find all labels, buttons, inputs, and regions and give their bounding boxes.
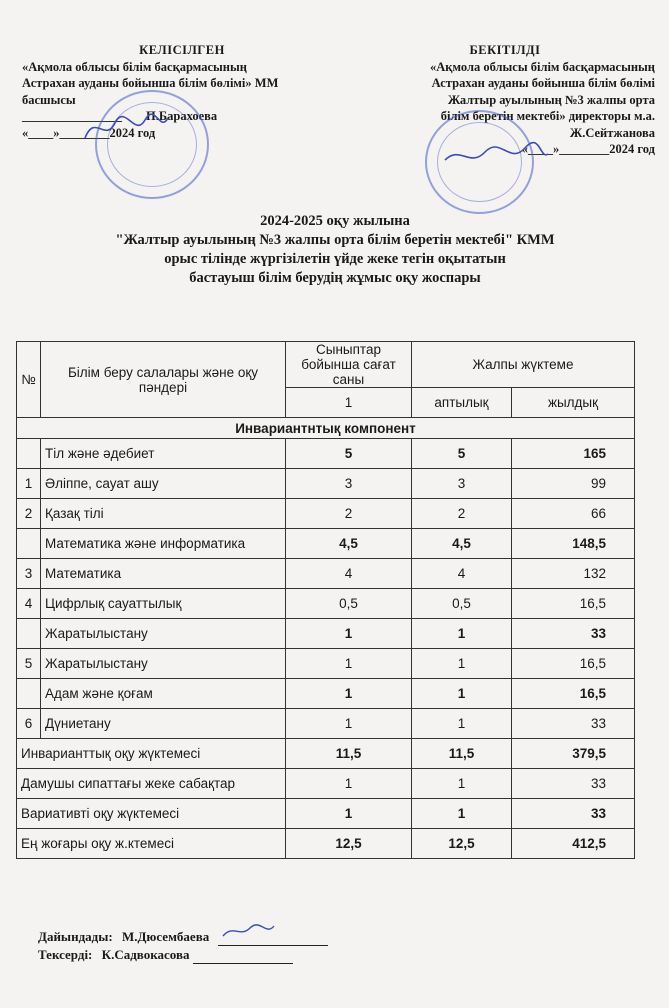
row-yearly: 33: [512, 709, 635, 739]
table-row: [17, 679, 635, 709]
total-weekly: 1: [412, 799, 512, 829]
header-grade: 1: [286, 388, 412, 418]
total-weekly: 11,5: [412, 739, 512, 769]
agreed-date: «____»________2024 год: [22, 125, 156, 140]
checked-name: К.Садвокасова: [101, 947, 190, 962]
row-number: 3: [17, 559, 41, 589]
approved-line-1: «Ақмола облысы білім басқармасының: [430, 59, 655, 74]
approved-line-2: Астрахан ауданы бойынша білім бөлімі: [431, 76, 655, 90]
table-row: [17, 499, 635, 529]
row-number: 2: [17, 499, 41, 529]
heading-line-2: "Жалтыр ауылының №3 жалпы орта білім беретін мектебі" КММ: [115, 232, 555, 248]
prepared-name: М.Дюсембаева: [121, 929, 210, 944]
total-class-hours: 11,5: [286, 739, 412, 769]
document-footer: [38, 922, 328, 964]
total-class-hours: 1: [286, 769, 412, 799]
prepared-by-line: [38, 922, 328, 946]
table-row: [17, 469, 635, 499]
row-subject: Жаратылыстану: [41, 619, 286, 649]
row-number: [17, 439, 41, 469]
total-yearly: 412,5: [512, 829, 635, 859]
total-rows: [17, 739, 635, 859]
checked-by-line: [38, 946, 328, 964]
row-subject: Цифрлық сауаттылық: [41, 589, 286, 619]
table-row: [17, 439, 635, 469]
heading-line-1: 2024-2025 оқу жылына: [260, 213, 410, 229]
row-weekly: 1: [412, 649, 512, 679]
table-row: [17, 559, 635, 589]
table-row: [17, 529, 635, 559]
row-class-hours: 4,5: [286, 529, 412, 559]
row-weekly: 1: [412, 679, 512, 709]
approved-line-3: Жалтыр ауылының №3 жалпы орта: [447, 92, 655, 107]
agreed-signature-line: ________________ П.Барахоева: [22, 109, 218, 123]
total-yearly: 33: [512, 799, 635, 829]
row-weekly: 0,5: [412, 589, 512, 619]
approved-signer-name: Ж.Сейтжанова: [569, 125, 655, 140]
row-number: 1: [17, 469, 41, 499]
row-yearly: 66: [512, 499, 635, 529]
row-class-hours: 1: [286, 679, 412, 709]
row-subject: Қазақ тілі: [41, 499, 286, 529]
agreed-line-1: «Ақмола облысы білім басқармасының: [22, 59, 247, 74]
row-subject: Адам және қоғам: [41, 679, 286, 709]
total-label: Инварианттық оқу жүктемесі: [17, 739, 286, 769]
row-class-hours: 4: [286, 559, 412, 589]
approved-title: БЕКІТІЛДІ: [469, 43, 541, 57]
row-weekly: 1: [412, 619, 512, 649]
row-yearly: 16,5: [512, 679, 635, 709]
checked-signature-line: [193, 947, 293, 964]
row-subject: Тіл және әдебиет: [41, 439, 286, 469]
approved-date: «____»________2024 год: [521, 142, 655, 156]
header-subject: Білім беру салалары және оқу пәндері: [41, 342, 286, 418]
row-number: [17, 619, 41, 649]
prepared-label: Дайындады:: [38, 929, 113, 944]
row-subject: Жаратылыстану: [41, 649, 286, 679]
curriculum-table: [16, 341, 635, 859]
table-row: [17, 619, 635, 649]
agreed-signer-name: П.Барахоева: [146, 109, 218, 123]
row-weekly: 3: [412, 469, 512, 499]
row-yearly: 99: [512, 469, 635, 499]
row-class-hours: 2: [286, 499, 412, 529]
total-class-hours: 1: [286, 799, 412, 829]
total-weekly: 1: [412, 769, 512, 799]
row-number: 6: [17, 709, 41, 739]
section-invariant: Инвариантнтық компонент: [17, 418, 635, 439]
row-subject: Математика және информатика: [41, 529, 286, 559]
signature-right: [440, 140, 550, 170]
row-class-hours: 0,5: [286, 589, 412, 619]
total-class-hours: 12,5: [286, 829, 412, 859]
row-class-hours: 1: [286, 649, 412, 679]
total-label: Ең жоғары оқу ж.ктемесі: [17, 829, 286, 859]
agreed-line-2: Астрахан ауданы бойынша білім бөлімі» ММ: [22, 76, 279, 90]
row-yearly: 165: [512, 439, 635, 469]
total-row: [17, 799, 635, 829]
row-weekly: 4,5: [412, 529, 512, 559]
heading-line-4: бастауыш білім берудің жұмыс оқу жоспары: [189, 270, 481, 286]
approved-line-4: білім беретін мектебі» директоры м.а.: [440, 109, 655, 123]
row-number: 5: [17, 649, 41, 679]
header-no: №: [17, 342, 41, 418]
row-subject: Математика: [41, 559, 286, 589]
document-heading: [40, 212, 630, 288]
total-weekly: 12,5: [412, 829, 512, 859]
header-yearly: жылдық: [512, 388, 635, 418]
table-row: [17, 589, 635, 619]
table-row: [17, 649, 635, 679]
heading-line-3: орыс тілінде жүргізілетін үйде жеке тегін оқытатын: [164, 251, 506, 267]
row-number: 4: [17, 589, 41, 619]
row-class-hours: 1: [286, 709, 412, 739]
total-yearly: 33: [512, 769, 635, 799]
row-weekly: 1: [412, 709, 512, 739]
row-subject: Дүниетану: [41, 709, 286, 739]
prepared-signature-line: [218, 922, 328, 946]
row-weekly: 4: [412, 559, 512, 589]
header-total-load: Жалпы жүктеме: [412, 342, 635, 388]
subject-rows: [17, 439, 635, 739]
row-yearly: 16,5: [512, 649, 635, 679]
row-yearly: 33: [512, 619, 635, 649]
total-yearly: 379,5: [512, 739, 635, 769]
total-label: Вариативті оқу жүктемесі: [17, 799, 286, 829]
agreed-title: КЕЛІСІЛГЕН: [139, 43, 225, 57]
row-subject: Әліппе, сауат ашу: [41, 469, 286, 499]
row-weekly: 5: [412, 439, 512, 469]
row-yearly: 16,5: [512, 589, 635, 619]
total-row: [17, 769, 635, 799]
row-class-hours: 5: [286, 439, 412, 469]
row-class-hours: 1: [286, 619, 412, 649]
signature-left: [80, 108, 170, 148]
header-class-hours: Сыныптар бойынша сағат саны: [286, 342, 412, 388]
row-weekly: 2: [412, 499, 512, 529]
total-row: [17, 829, 635, 859]
checked-label: Тексерді:: [38, 947, 93, 962]
table-row: [17, 709, 635, 739]
row-number: [17, 529, 41, 559]
agreed-line-3: басшысы: [22, 92, 76, 107]
row-number: [17, 679, 41, 709]
row-class-hours: 3: [286, 469, 412, 499]
header-weekly: аптылық: [412, 388, 512, 418]
row-yearly: 148,5: [512, 529, 635, 559]
signature-prepared: [218, 922, 278, 940]
total-label: Дамушы сипаттағы жеке сабақтар: [17, 769, 286, 799]
total-row: [17, 739, 635, 769]
row-yearly: 132: [512, 559, 635, 589]
